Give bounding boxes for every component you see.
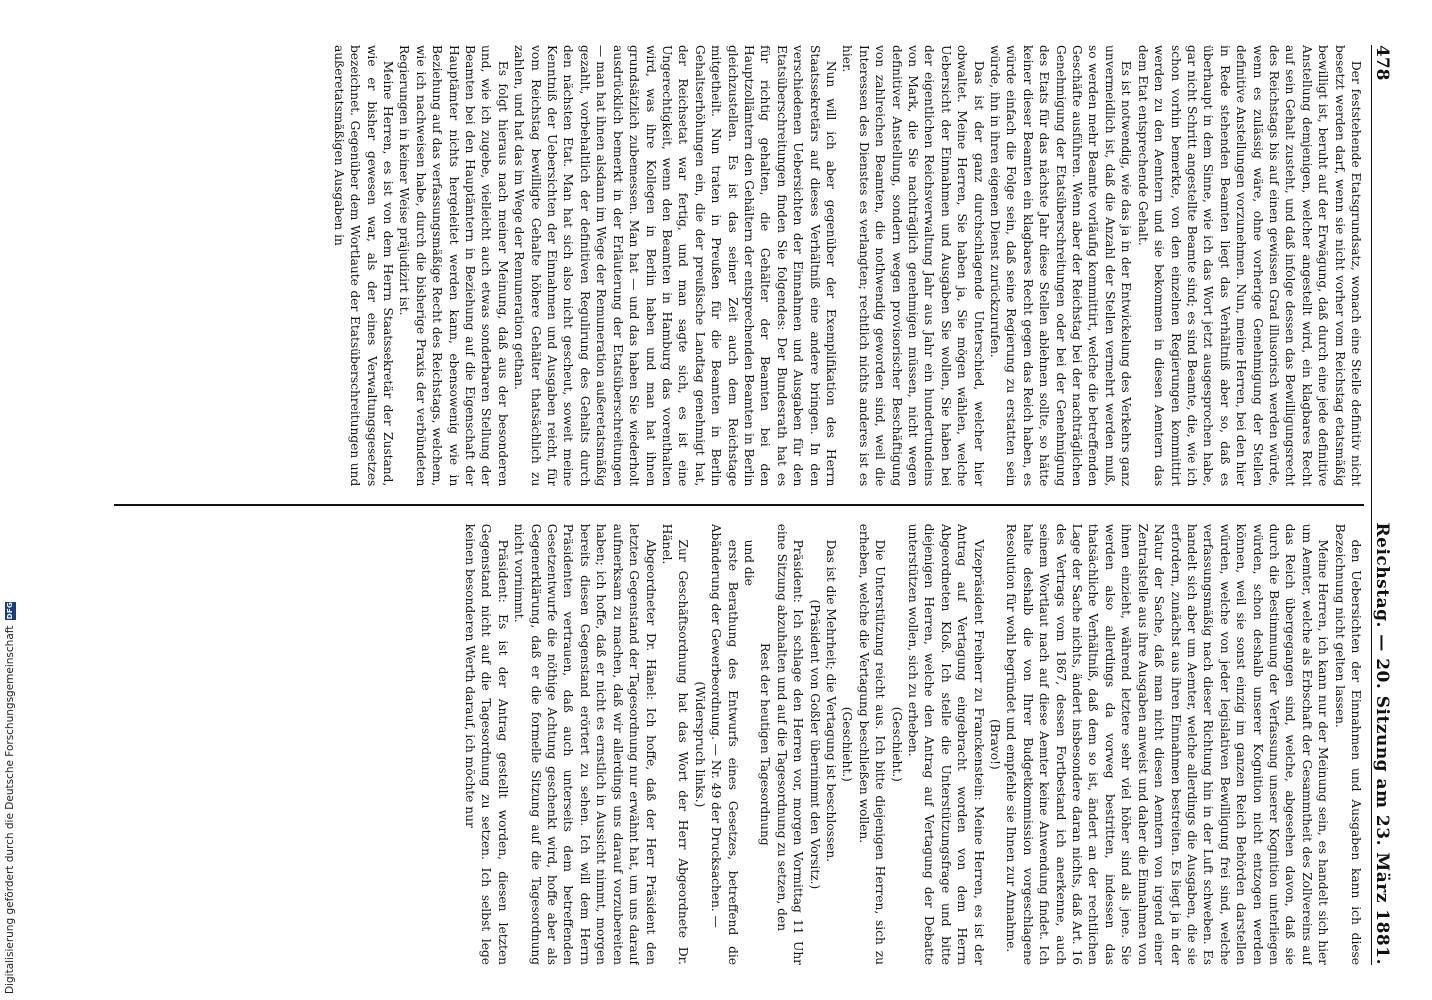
agenda-item: erste Berathung des Entwurfs eines Gesetzes, betreffend die Abänderung der Gewerbeordnung. — Nr. 49 der Drucksachen. — xyxy=(709,523,740,966)
digitization-credit xyxy=(1,14,19,994)
paragraph: Die Unterstützung reicht aus. Ich bitte diejenigen Herren, sich zu erheben, welche die Vertagung beschließen wollen. xyxy=(856,523,888,966)
paragraph: Es ist notwendig, wie das ja in der Entwickelung des Verkehrs ganz unvermeidlich ist, daß die Anzahl der Stellen vermehrt werden muß, so werden mehr Beamte vorläufig kommittirt, welche die betreffenden Geschäfte ausführen. Wenn aber der Reichstag bei der nachträglichen Genehmigung der Etatsüberschreitungen oder bei der Genehmigung des Etats für das nächste Jahr diese Stellen ablehnen sollte, so hätte keiner dieser Beamten ein klagbares Recht gegen das Reich haben, es würde einfach die Folge sein, daß seine Regierung zu erstatten sein würde, ihn in ihren eigenen Dienst zurückzurufen. xyxy=(988,45,1134,487)
interjection: (Bravo!) xyxy=(988,719,1003,770)
paragraph: den Uebersichten der Einnahmen und Ausgaben kann ich diese Bezeichnung nicht gelten lassen. xyxy=(1332,523,1363,966)
interjection: (Geschieht.) xyxy=(889,706,904,782)
interjection: (Geschieht.) xyxy=(840,706,855,782)
paragraph: Meine Herren, ich kann nur der Meinung sein, es handelt sich hier um Aemter, welche als Erbschaft der Gesammtheit des Zollvereins auf das Reich übergegangen sind, welche, abgesehen davon, daß sie durch die Bestimmung der Verfassung unserer Kognition unterliegen würden, schon deshalb unserer Kognition nicht entzogen werden können, weil sie sonst einzig im ganzen Reich Behörden darstellen würden, welche von jeder legislativen Bewilligung frei sind, welche verfassungsmäßig nach dieser Richtung hin in der Luft schweben. Es handelt sich aber um Aemter, welche allerdings die Ausgaben, die sie erfordern, zunächst aus ihren Einnahmen bestreiten. Es liegt ja in der Natur der Sache, daß man nicht diesen Aemtern von irgend einer Zentralstelle aus ihre Ausgaben anweist und daher die Einnahmen von ihnen einzieht, während letztere sehr viel höher sind als jene. Sie werden also allerdings da vorweg bestritten, indessen das thatsächliche Verhältniß, daß dem so ist, ändert an der rechtlichen Lage der Sache nichts, ändert insbesondere daran nichts, daß Art. 16 des Vertrags vom 1867, dessen Fortbestand ich anerkenne, auch seinem Wortlaut nach auf diese Aemter keine Anwendung findet. Ich halte deshalb die von Ihrer Budgetkommission vorgeschlagene Resolution für wohl begründet und empfehle sie Ihnen zur Annahme. xyxy=(1004,523,1331,966)
page-content xyxy=(110,45,1400,965)
rotated-page-area xyxy=(110,45,1400,965)
paragraph: Der feststehende Etatsgrundsatz, wonach eine Stelle definitiv nicht besetzt werden darf, wenn sie nicht vorher vom Reichstag etatsmäßig bewilligt ist, beruht auf der Erwägung, daß durch eine jede definitive Anstellung demjenigen, welcher angestellt wird, ein klagbares Recht auf sein Gehalt zusteht, und daß infolge dessen das Bewilligungsrecht des Reichstags bis auf einen gewissen Grad illusorisch werden würde, wenn es zulässig wäre, ohne vorherige Genehmigung der Stellen definitive Anstellungen vorzunehmen. Nun, meine Herren, bei den hier in Rede stehenden Beamten liegt das Verhältniß aber so, daß es überhaupt in dem Sinne, wie ich das Wort jetzt ausgesprochen habe, gar nicht Schritt angestellte Beamte sind; es sind Beamte, die, wie ich schon vorhin bemerkte, von den einzelnen Regierungen kommittirt werden zu den Aemtern und sie bekommen in diesen Aemtern das dem Etat entsprechende Gehalt. xyxy=(1135,45,1363,487)
paragraph: Abgeordneter Dr. Hänel: Ich hoffe, daß der Herr Präsident den letzten Gegenstand der Tagesordnung nur erwähnt hat, um uns darauf aufmerksam zu machen, daß wir allerdings uns darauf vorzubereiten haben; ich hoffe, daß er nicht es ernstlich in Aussicht nimmt, morgen bereits diesen Gegenstand erörtert zu sehen. Ich will dem Herrn Präsidenten vertrauen, daß auch unterseits dem betreffenden Gesetzentwurfe die nöthige Achtung geschenkt wird, hoffe aber als Gegenerklärung, daß er die formelle Sitzung auf die Tagesordnung nicht vornimmt. xyxy=(512,523,658,966)
paragraph: Präsident: Ich schlage den Herren vor, morgen Vormittag 11 Uhr eine Sitzung abzuhalten und auf die Tagesordnung zu setzen, den xyxy=(774,523,806,966)
right-column xyxy=(114,524,1364,965)
page-number: 478 xyxy=(1372,45,1392,81)
paragraph: Es folgt hieraus nach meiner Meinung, daß aus der besonderen und, wie ich zugebe, vielleicht auch etwas sonderbaren Stellung der Beamten bei den Hauptämtern in Beziehung auf die Eigenschaft der Hauptämter nichts hergeleitet werden kann, ebensowenig wie in Beziehung auf das verfassungsmäßige Recht des Reichstags, welchem, wie ich nachweisen habe, durch die bisherige Praxis der verbündeten Regierungen in keiner Weise präjudizirt ist. xyxy=(397,45,510,487)
paragraph: Nun will ich aber gegenüber der Exemplifikation des Herrn Staatssekretärs auf dieses Verhältniß eine andere bringen. In den verschiedenen Uebersichten der Einnahmen und Ausgaben für den Etatsüberschreitungen finden Sie folgendes: Der Bundesrath hat es für richtig gehalten, die Gehälter der Beamten bei den Hauptzollämtern den Gehältern der entsprechenden Beamten in Berlin gleichzustellen. Es ist das seiner Zeit auch dem Reichstage mitgetheilt. Nun traten in Preußen für die Beamten in Berlin Gehaltserhöhungen ein, die der preußische Landtag genehmigt hat, der Reichsetat war fertig, und man sagte sich, es ist eine Ungerechtigkeit, wenn den Beamten in Hamburg das vorenthalten wird, was ihre Kollegen in Berlin haben und man hat ihnen grundsätzlich zubemessen. Man hat — und das haben Sie wiederholt ausdrücklich bemerkt in der Erläuterung der Etatsüberschreitungen — man hat ihnen alsdann im Wege der Remuneration außeretatsmäßig gezahlt, vorbehaltlich der definitiven Regulirung des Gehalts durch den nächsten Etat. Man hat sich also nicht gescheut, soweit meine Kenntniß der Uebersichten der Einnahmen und Ausgaben reicht, für vom Reichstag bewilligte Gehalte höhere Gehälter thatsächlich zu zahlen, und hat das im Wege der Remuneration gethan. xyxy=(512,45,838,487)
paragraph: Zur Geschäftsordnung hat das Wort der Herr Abgeordnete Dr. Hänel. xyxy=(659,523,691,966)
page-header xyxy=(1371,45,1400,965)
paragraph: Präsident: Es ist der Antrag gestellt worden, diesen letzten Gegenstand nicht auf die Tagesordnung zu setzen. Ich selbst lege keinen besonderen Werth darauf, ich möchte nur xyxy=(463,523,510,966)
interjection: (Präsident von Goßler übernimmt den Vorsitz.) xyxy=(807,599,822,890)
paragraph: Das ist der ganz durchschlagende Unterschied, welcher hier obwaltet. Meine Herren, Sie haben ja, Sie mögen wählen, welche Uebersicht der Einnahmen und Ausgaben Sie wollen, Sie haben bei der eigentlichen Reichsverwaltung Jahr aus Jahr ein hundertundeins von Mark, die Sie nachträglich genehmigen müssen, nicht wegen definitiver Anstellung, sondern wegen provisorischer Beschäftigung von zahlreichen Beamten, die nothwendig geworden sind, weil die Interessen des Dienstes es verlangten; rechtlich nichts anderes ist es hier. xyxy=(840,45,986,487)
running-head: Reichstag. — 20. Sitzung am 23. März 1881. xyxy=(1372,522,1392,965)
text-columns xyxy=(114,45,1364,965)
paragraph: Das ist die Mehrheit; die Vertagung ist beschlossen. xyxy=(824,539,838,863)
column-divider xyxy=(114,504,1364,505)
paragraph: Meine Herren, es ist von dem Herrn Staatssekretär der Zustand, wie er bisher gewesen war, als der eines Verwaltungsgesetzes bezeichnet. Gegenüber dem Wortlaute der Etatsüberschreitungen und außeretatsmäßigen Ausgaben in xyxy=(331,45,396,487)
dfg-logo-icon: DFG xyxy=(6,601,14,620)
left-column xyxy=(114,45,1364,486)
paragraph: Vizepräsident Freiherr zu Franckenstein: Meine Herren, es ist der Antrag auf Vertagung eingebracht worden von dem Herrn Abgeordneten Kloß. Ich stelle die Unterstützungsfrage und bitte diejenigen Herren, welche den Antrag auf Vertagung der Debatte unterstützen wollen, sich zu erheben. xyxy=(906,523,986,966)
paragraph: und die xyxy=(741,539,756,586)
credit-text: Digitalisierung gefördert durch die Deutsche Forschungsgemeinschaft xyxy=(4,625,16,994)
interjection: (Widerspruch links.) xyxy=(692,681,707,808)
agenda-item: Rest der heutigen Tagesordnung xyxy=(758,643,773,846)
